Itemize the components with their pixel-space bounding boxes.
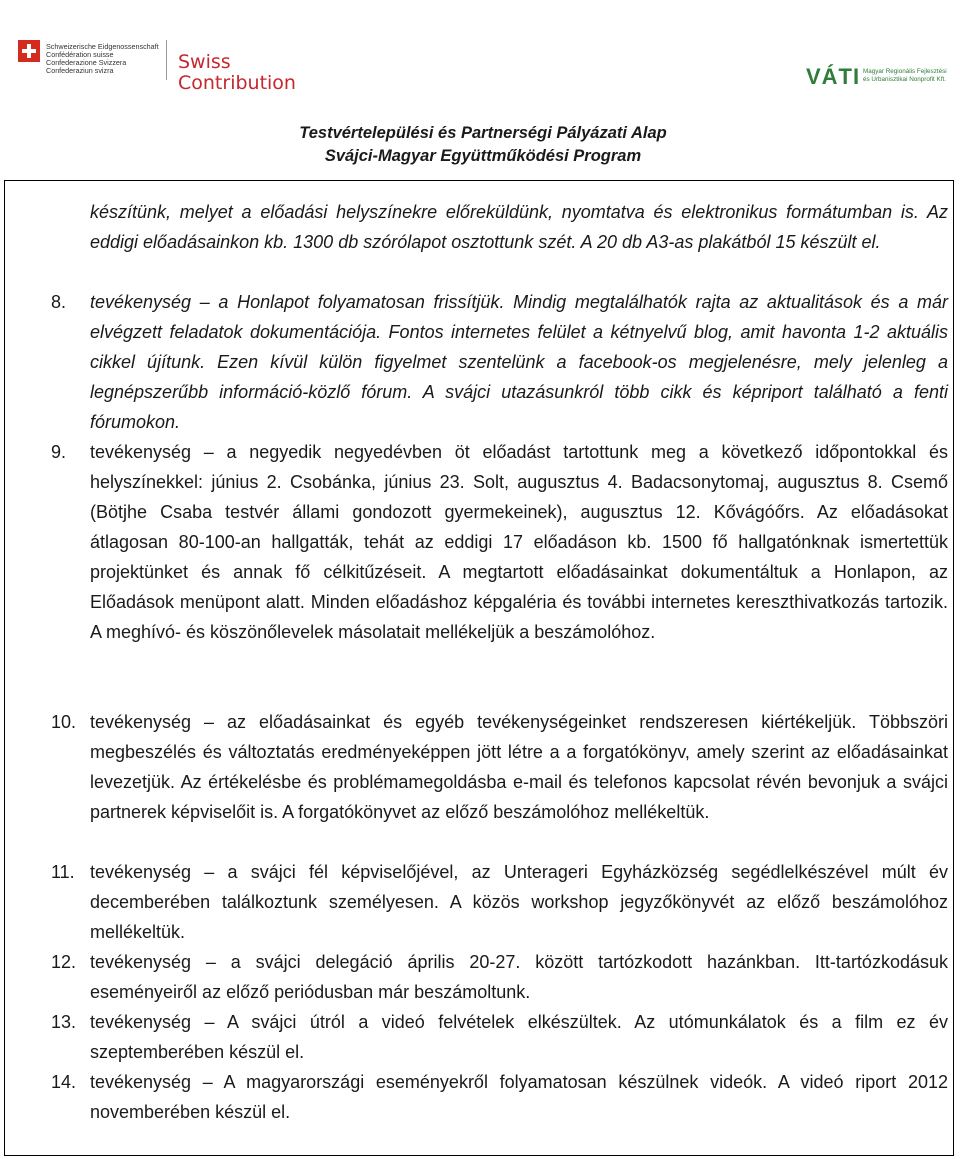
list-item-number: 9. — [51, 442, 67, 462]
list-item-text: tevékenység – A magyarországi eseményekről folyamatosan készülnek videók. A videó riport 2012 novemberében készül el. — [90, 1072, 948, 1122]
list-item-number: 10. — [51, 712, 77, 732]
confed-line-it: Confederazione Svizzera — [46, 58, 127, 67]
vati-subtitle-line2: és Urbanisztikai Nonprofit Kft. — [863, 76, 946, 83]
document-title-line2: Svájci-Magyar Együttműködési Program — [324, 147, 642, 165]
confed-line-de: Schweizerische Eidgenossenschaft — [46, 42, 159, 51]
contribution-word: Contribution — [178, 72, 296, 94]
report-body — [4, 180, 954, 1156]
list-item-text: tevékenység – a Honlapot folyamatosan frissítjük. Mindig megtalálhatók rajta az aktualitások és a már elvégzett feladatok dokumentációja. Fontos internetes felület a kétnyelvű blog, amit havonta 1-2 aktuális cikkel újítunk. Ezen kívül külön figyelmet szentelünk a facebook-os megjelenésre, mely jelenleg a legnépszerűbb információ-közlő fórum. A svájci utazásunkról több cikk és képriport található a fenti fórumokon. — [90, 292, 948, 432]
swiss-flag-icon — [18, 40, 40, 62]
vati-subtitle-line1: Magyar Regionális Fejlesztési — [863, 68, 947, 75]
confed-line-rm: Confederaziun svizra — [46, 66, 114, 75]
list-item-text: tevékenység – az előadásainkat és egyéb tevékenységeinket rendszeresen kiértékeljük. Többszöri megbeszélés és változtatás eredményeképpen jött létre a a forgatókönyv, amely szerint az előadásainkat levezetjük. Az értékelésbe és problémamegoldásba e-mail és telefonos kapcsolat révén bevonjuk a svájci partnerek képviselőit is. A forgatókönyvet az előző beszámolóhoz mellékeltük. — [90, 712, 948, 822]
swiss-confederation-names — [46, 43, 159, 75]
list-item-text: tevékenység – a svájci delegáció április 20-27. között tartózkodott hazánkban. Itt-tartózkodásuk eseményeiről az előző periódusban már beszámoltunk. — [90, 952, 948, 1002]
list-item-number: 11. — [51, 862, 75, 882]
list-item-text: tevékenység – A svájci útról a videó felvételek elkészültek. Az utómunkálatok és a film ez év szeptemberében készül el. — [90, 1012, 948, 1062]
list-item-number: 13. — [51, 1012, 77, 1032]
swiss-word: Swiss — [178, 51, 231, 73]
document-title-line1: Testvértelepülési és Partnerségi Pályázati Alap — [299, 124, 667, 142]
list-item-number: 14. — [51, 1072, 77, 1092]
list-item-number: 8. — [51, 292, 67, 312]
swiss-contribution-wordmark — [178, 52, 296, 94]
logo-divider — [166, 40, 167, 80]
list-item-text: tevékenység – a svájci fél képviselőjével, az Unterageri Egyházközség segédlelkészével múlt év decemberében találkoztunk személyesen. A közös workshop jegyzőkönyvét az előző beszámolóhoz mellékeltük. — [90, 862, 948, 942]
intro-paragraph: készítünk, melyet a előadási helyszínekre előreküldünk, nyomtatva és elektronikus formátumban is. Az eddigi előadásainkon kb. 1300 db szórólapot osztottunk szét. A 20 db A3-as plakátból 15 készült el. — [90, 202, 948, 252]
list-item-text: tevékenység – a negyedik negyedévben öt előadást tartottunk meg a következő időpontokkal és helyszínekkel: június 2. Csobánka, június 23. Solt, augusztus 4. Badacsonytomaj, augusztus 8. Csemő (Bötjhe Csaba testvér állami gondozott gyermekeinek), augusztus 12. Kővágóőrs. Az előadásokat átlagosan 80-100-an hallgatták, tehát az eddigi 17 előadáson kb. 1500 fő hallgatónknak ismertettük projektünket és annak fő célkitűzéseit. A megtartott előadásainkat dokumentáltuk a Honlapon, az Előadások menüpont alatt. Minden előadáshoz képgaléria és további internetes kereszthivatkozás tartozik. A meghívó- és köszönőlevelek másolatait mellékeljük a beszámolóhoz. — [90, 442, 948, 642]
confed-line-fr: Confédération suisse — [46, 50, 114, 59]
document-title — [0, 122, 960, 168]
swiss-contribution-logo — [18, 40, 318, 104]
list-item-number: 12. — [51, 952, 77, 972]
page-header — [0, 0, 960, 180]
vati-logo — [806, 64, 956, 104]
vati-wordmark: VÁTI — [806, 64, 861, 89]
vati-subtitle — [863, 68, 947, 84]
